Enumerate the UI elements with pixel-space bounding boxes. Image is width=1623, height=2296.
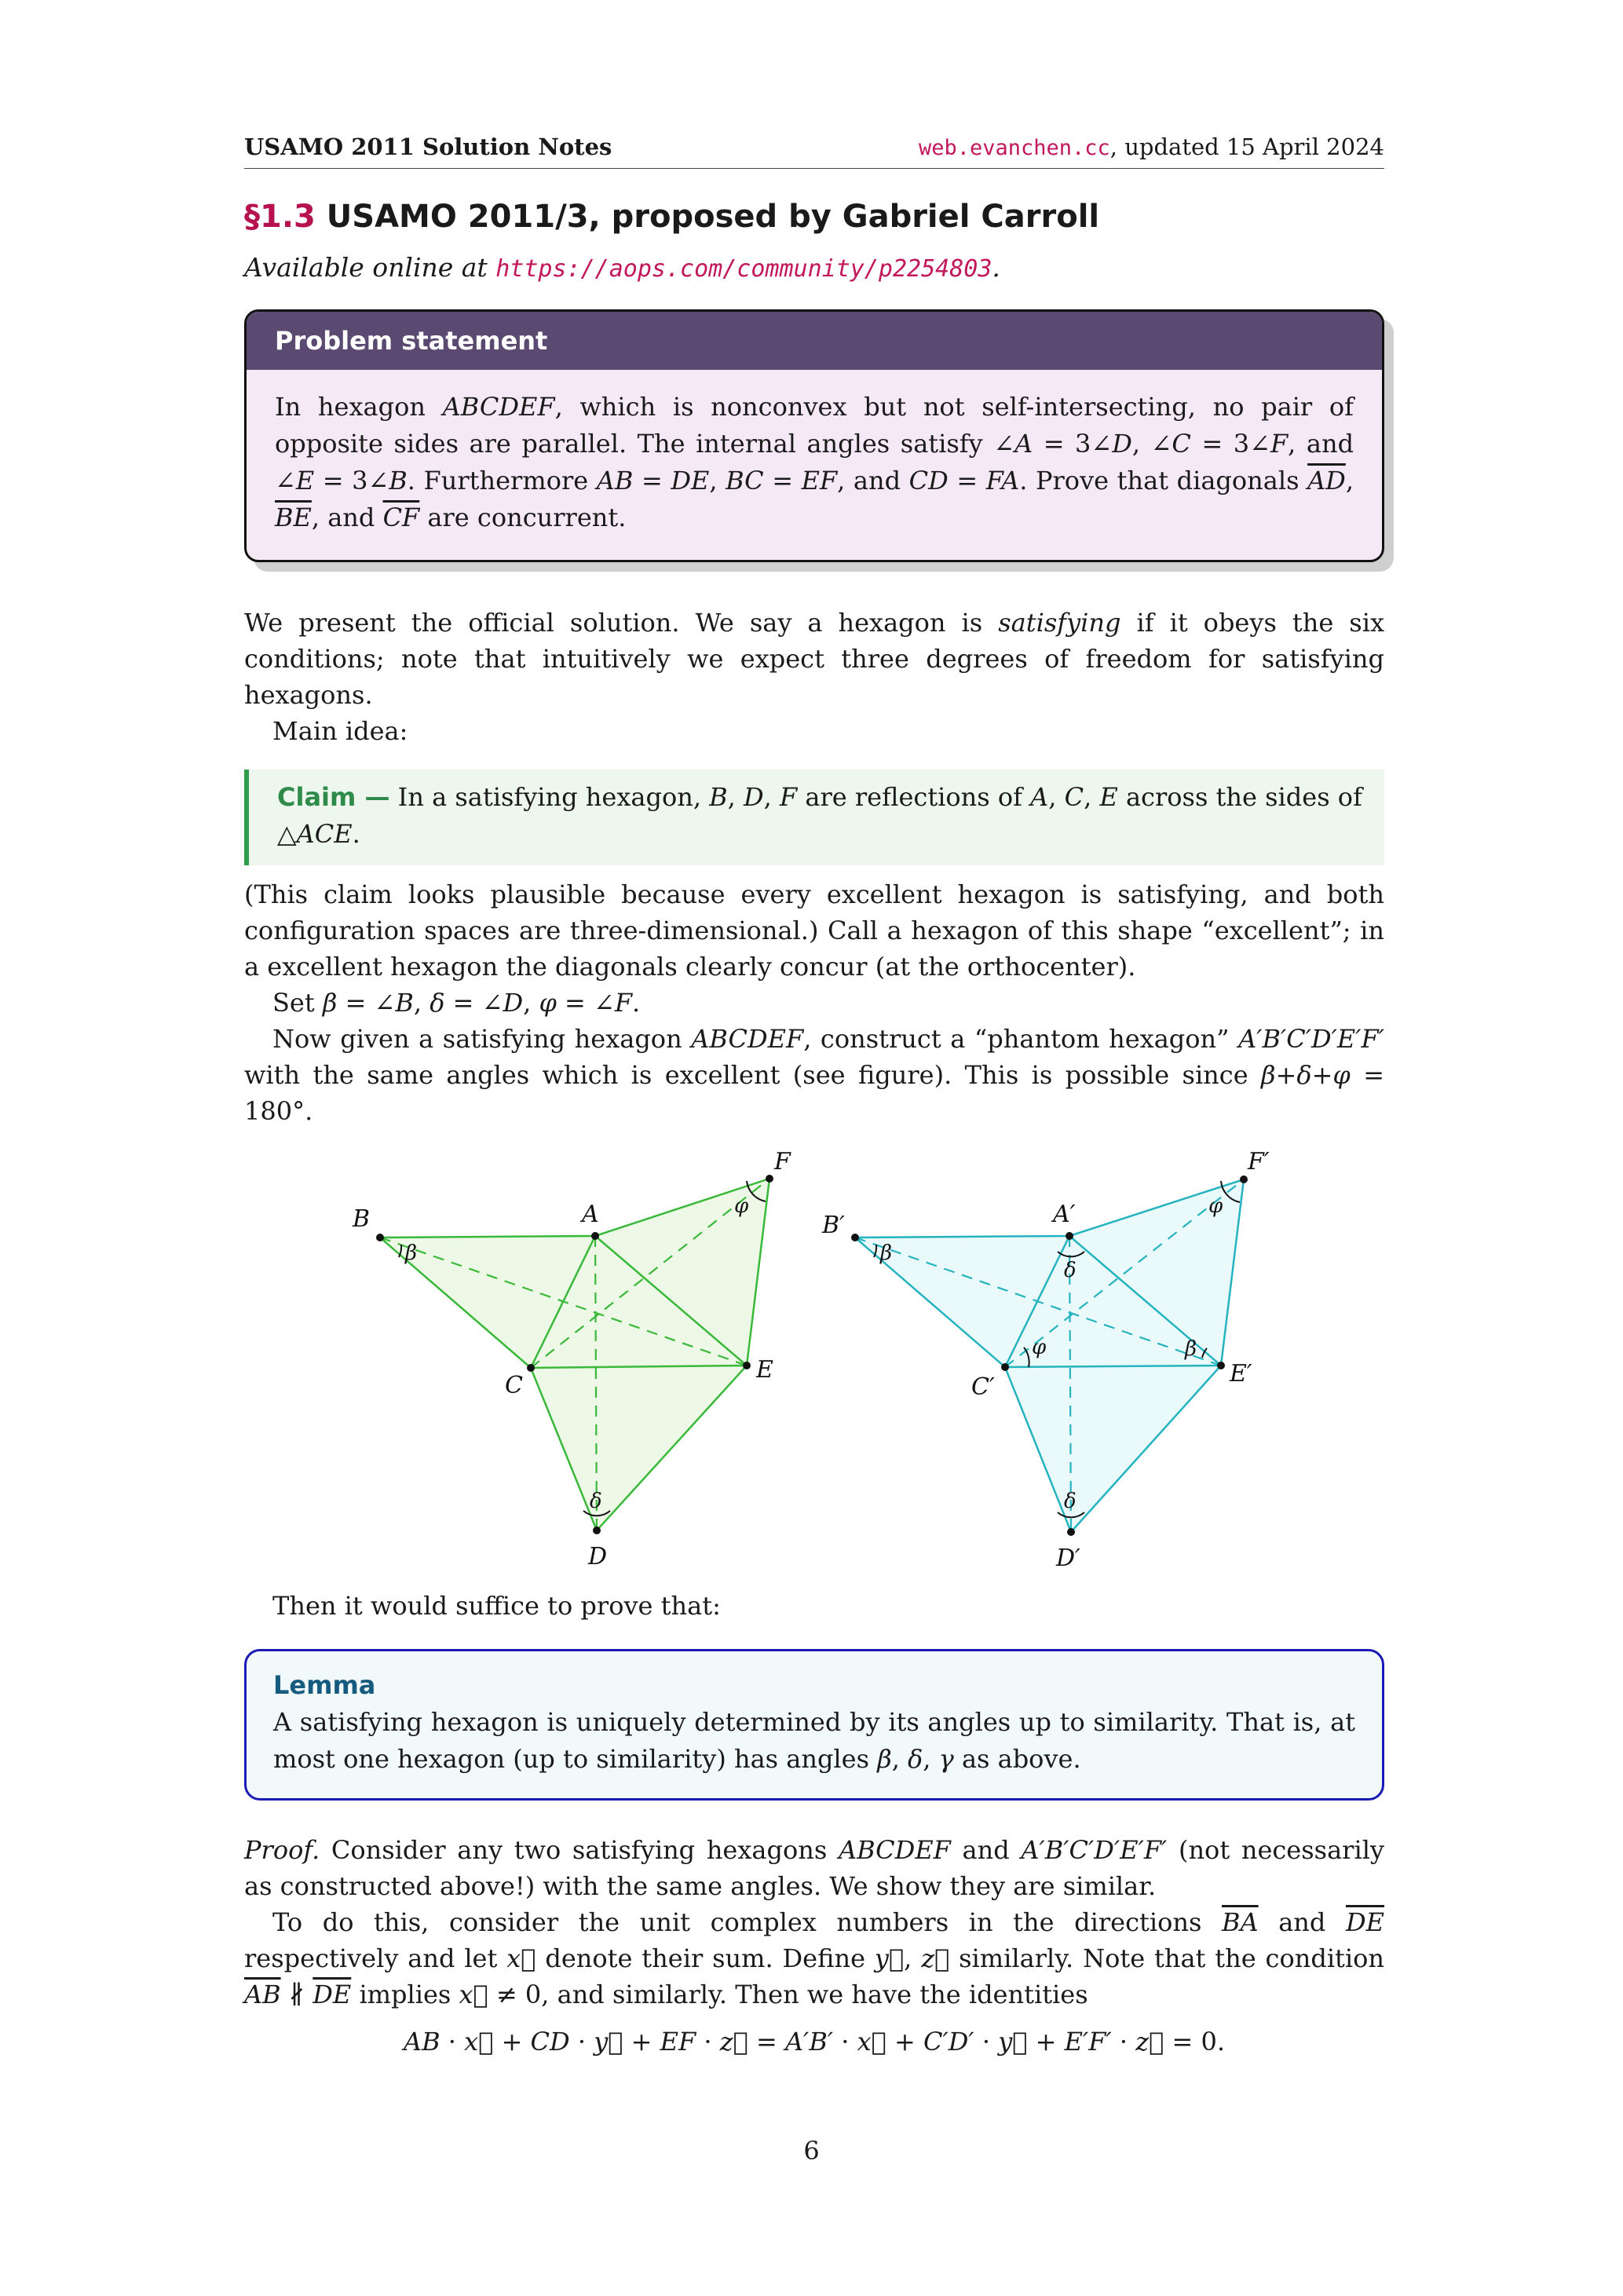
right-phi-top: φ bbox=[1208, 1194, 1223, 1218]
plausible-paragraph: (This claim looks plausible because every excellent hexagon is satisfying, and both configuration spaces are three-dimensional.) Call a hexagon of this shape “excellent”; in a excellent hexagon the diagonals clearly concur (at the orthocenter). bbox=[244, 879, 1384, 982]
available-line bbox=[244, 252, 1384, 283]
set-angles: Set β = ∠B, δ = ∠D, φ = ∠F. bbox=[272, 988, 641, 1018]
identity-equation: AB · x⃗ + CD · y⃗ + EF · z⃗ = A′B′ · x⃗ + C′D′ · y⃗ + E′F′ · z⃗ = 0. bbox=[404, 2027, 1225, 2057]
label-a: A bbox=[582, 1201, 599, 1228]
label-a-prime: A′ bbox=[1053, 1201, 1076, 1228]
section-heading: USAMO 2011/3, proposed by Gabriel Carroll bbox=[326, 199, 1100, 235]
lemma-text: A satisfying hexagon is uniquely determined by its angles up to similarity. That is, at most one hexagon (up to similarity) has angles β, δ, γ as above. bbox=[273, 1707, 1355, 1774]
label-f-prime: F′ bbox=[1248, 1148, 1270, 1175]
right-delta-bottom: δ bbox=[1064, 1490, 1077, 1513]
header-site-link[interactable]: web.evanchen.cc bbox=[918, 136, 1110, 160]
intro-paragraph: We present the official solution. We say a hexagon is satisfying if it obeys the six conditions; note that intuitively we expect three degrees of freedom for satisfying hexagons. bbox=[244, 608, 1385, 710]
label-f: F bbox=[774, 1148, 791, 1175]
hexagon-figure bbox=[244, 1142, 1384, 1581]
right-hexagon bbox=[821, 1148, 1270, 1572]
left-hexagon bbox=[352, 1148, 791, 1570]
right-phi-c: φ bbox=[1032, 1336, 1047, 1359]
label-b-prime: B′ bbox=[822, 1212, 845, 1239]
hexagon-diagrams bbox=[244, 1142, 1384, 1581]
proof-paragraph-2: To do this, consider the unit complex numbers in the directions $\overline{BA}$ and $\overline{DE}$ respectively and let x⃗ denote their sum. Define y⃗, z⃗ similarly. Note that the condition $\overline{AB}$ ∦ $\overline{DE}$ implies x⃗ ≠ 0, and similarly. Then we have the identities bbox=[244, 1907, 1385, 2009]
left-phi: φ bbox=[734, 1194, 749, 1218]
claim-box: Claim — In a satisfying hexagon, B, D, F are reflections of A, C, E across the sides of △ACE. bbox=[244, 770, 1384, 865]
available-suffix: . bbox=[992, 252, 1000, 283]
phantom-paragraph: Now given a satisfying hexagon ABCDEF, construct a “phantom hexagon” A′B′C′D′E′F′ with the same angles which is excellent (see figure). This is possible since β+δ+φ = 180°. bbox=[244, 1024, 1385, 1126]
main-idea: Main idea: bbox=[272, 716, 408, 746]
claim-label: Claim — bbox=[277, 782, 390, 812]
label-d-prime: D′ bbox=[1056, 1545, 1080, 1572]
header-updated: , updated 15 April 2024 bbox=[1109, 133, 1384, 160]
running-header bbox=[244, 133, 1384, 169]
proof-paragraph: Proof. Consider any two satisfying hexagons ABCDEF and A′B′C′D′E′F′ (not necessarily as constructed above!) with the same angles. We show they are similar. bbox=[244, 1835, 1385, 1901]
proof-label: Proof. bbox=[244, 1835, 320, 1865]
label-e: E bbox=[756, 1356, 773, 1384]
header-right bbox=[919, 133, 1384, 160]
section-title bbox=[244, 199, 1384, 235]
lemma-title: Lemma bbox=[273, 1670, 376, 1700]
right-beta-e: β bbox=[1185, 1337, 1197, 1361]
right-beta: β bbox=[880, 1241, 893, 1265]
aops-link[interactable]: https://aops.com/community/p2254803 bbox=[495, 255, 992, 283]
problem-text: In hexagon ABCDEF, which is nonconvex but not self-intersecting, no pair of opposite sides are parallel. The internal angles satisfy ∠A = 3∠D, ∠C = 3∠F, and ∠E = 3∠B. Furthermore AB = DE, BC = EF, and CD = FA. Prove that diagonals $\overline{AD}$, $\overline{BE}$, and $\overline{CF}$ are concurrent. bbox=[275, 392, 1354, 532]
problem-statement-box bbox=[244, 309, 1384, 562]
left-hexagon-shape bbox=[380, 1179, 769, 1530]
then-line: Then it would suffice to prove that: bbox=[272, 1591, 721, 1621]
label-d: D bbox=[588, 1543, 608, 1570]
lemma-box bbox=[244, 1649, 1384, 1801]
label-c: C bbox=[505, 1372, 523, 1399]
label-e-prime: E′ bbox=[1230, 1360, 1252, 1387]
page-number: 6 bbox=[803, 2136, 820, 2166]
header-title: USAMO 2011 Solution Notes bbox=[244, 133, 612, 160]
right-delta-top: δ bbox=[1064, 1259, 1077, 1282]
label-c-prime: C′ bbox=[971, 1373, 995, 1401]
problem-heading: Problem statement bbox=[247, 312, 1382, 370]
label-b: B bbox=[353, 1205, 371, 1233]
left-beta: β bbox=[405, 1241, 418, 1265]
left-delta: δ bbox=[590, 1490, 602, 1513]
available-prefix: Available online at bbox=[244, 252, 496, 283]
section-number: §1.3 bbox=[244, 199, 316, 235]
